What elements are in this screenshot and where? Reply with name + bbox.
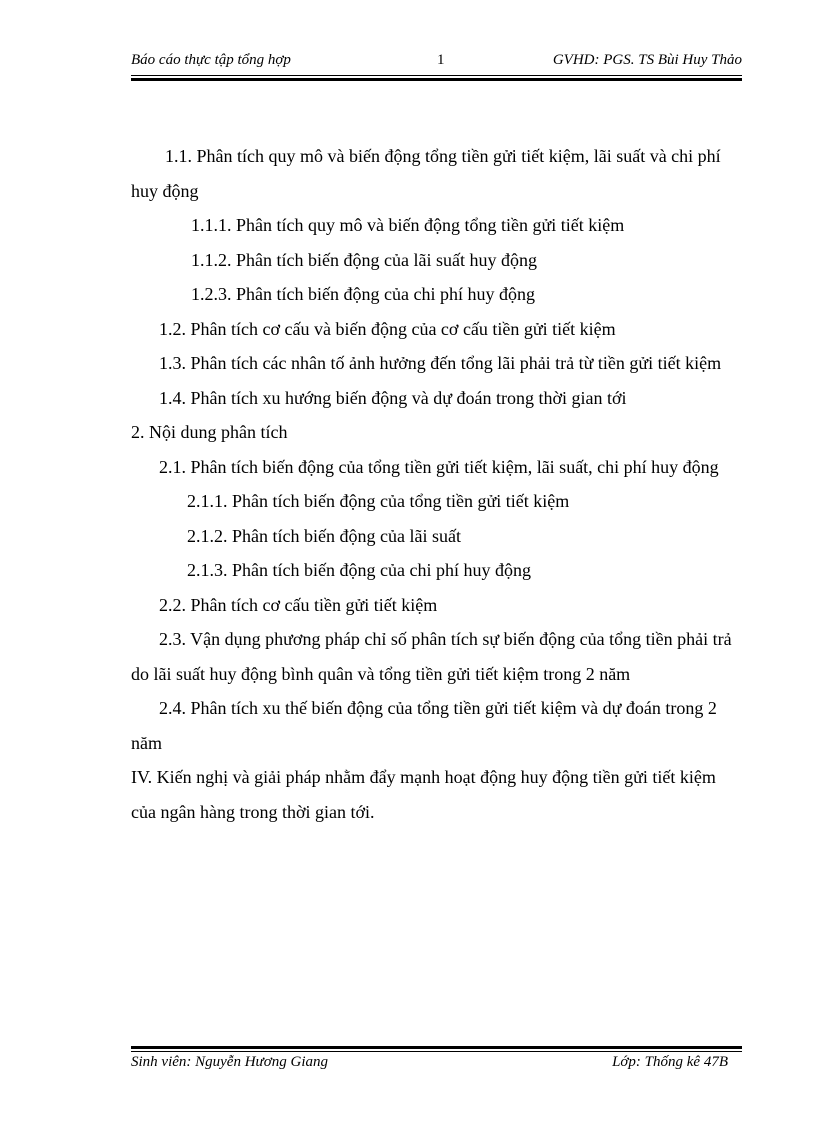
outline-line: 2.1.1. Phân tích biến động của tổng tiền gửi tiết kiệm bbox=[187, 491, 570, 511]
outline-heading: IV. Kiến nghị và giải pháp nhằm đẩy mạnh hoạt động huy động tiền gửi tiết kiệm của ngân hàng trong thời gian tới. bbox=[131, 767, 716, 822]
outline-line: 1.4. Phân tích xu hướng biến động và dự đoán trong thời gian tới bbox=[159, 387, 627, 408]
footer-rule-thin bbox=[131, 1051, 742, 1052]
outline-line: 1.2.3. Phân tích biến động của chi phí huy động bbox=[191, 284, 535, 304]
outline-line: 2.1.2. Phân tích biến động của lãi suất bbox=[187, 525, 461, 546]
outline-heading: 2. Nội dung phân tích bbox=[131, 422, 288, 442]
outline-line: 2.1. Phân tích biến động của tổng tiền gửi tiết kiệm, lãi suất, chi phí huy động bbox=[159, 456, 719, 477]
outline-line: 2.1.3. Phân tích biến động của chi phí huy động bbox=[187, 560, 531, 580]
footer-student: Sinh viên: Nguyễn Hương Giang bbox=[131, 1054, 328, 1070]
outline-line: 1.3. Phân tích các nhân tố ảnh hưởng đến tổng lãi phải trả từ tiền gửi tiết kiệm bbox=[159, 353, 722, 373]
outline-line: 1.1. Phân tích quy mô và biến động tổng tiền gửi tiết kiệm, lãi suất và chi phí huy động bbox=[131, 146, 721, 201]
outline-line: 2.2. Phân tích cơ cấu tiền gửi tiết kiệm bbox=[159, 594, 438, 615]
outline-line: 1.1.2. Phân tích biến động của lãi suất huy động bbox=[191, 249, 537, 270]
page-number: 1 bbox=[437, 52, 445, 68]
footer-class: Lớp: Thống kê 47B bbox=[612, 1054, 728, 1070]
outline-body bbox=[131, 139, 742, 829]
outline-line: 2.4. Phân tích xu thế biến động của tổng tiền gửi tiết kiệm và dự đoán trong 2 năm bbox=[131, 698, 717, 753]
footer-rule-thick bbox=[131, 1046, 742, 1049]
page-header bbox=[131, 52, 742, 74]
page-footer bbox=[131, 1054, 742, 1076]
header-supervisor: GVHD: PGS. TS Bùi Huy Thảo bbox=[552, 52, 742, 68]
header-rule-thick bbox=[131, 78, 742, 81]
header-rule-thin bbox=[131, 75, 742, 76]
header-report-title: Báo cáo thực tập tổng hợp bbox=[131, 52, 291, 68]
outline-line: 1.1.1. Phân tích quy mô và biến động tổng tiền gửi tiết kiệm bbox=[191, 215, 625, 235]
outline-line: 2.3. Vận dụng phương pháp chỉ số phân tích sự biến động của tổng tiền phải trả do lãi suất huy động bình quân và tổng tiền gửi tiết kiệm trong 2 năm bbox=[131, 629, 732, 684]
outline-line: 1.2. Phân tích cơ cấu và biến động của cơ cấu tiền gửi tiết kiệm bbox=[159, 318, 616, 339]
